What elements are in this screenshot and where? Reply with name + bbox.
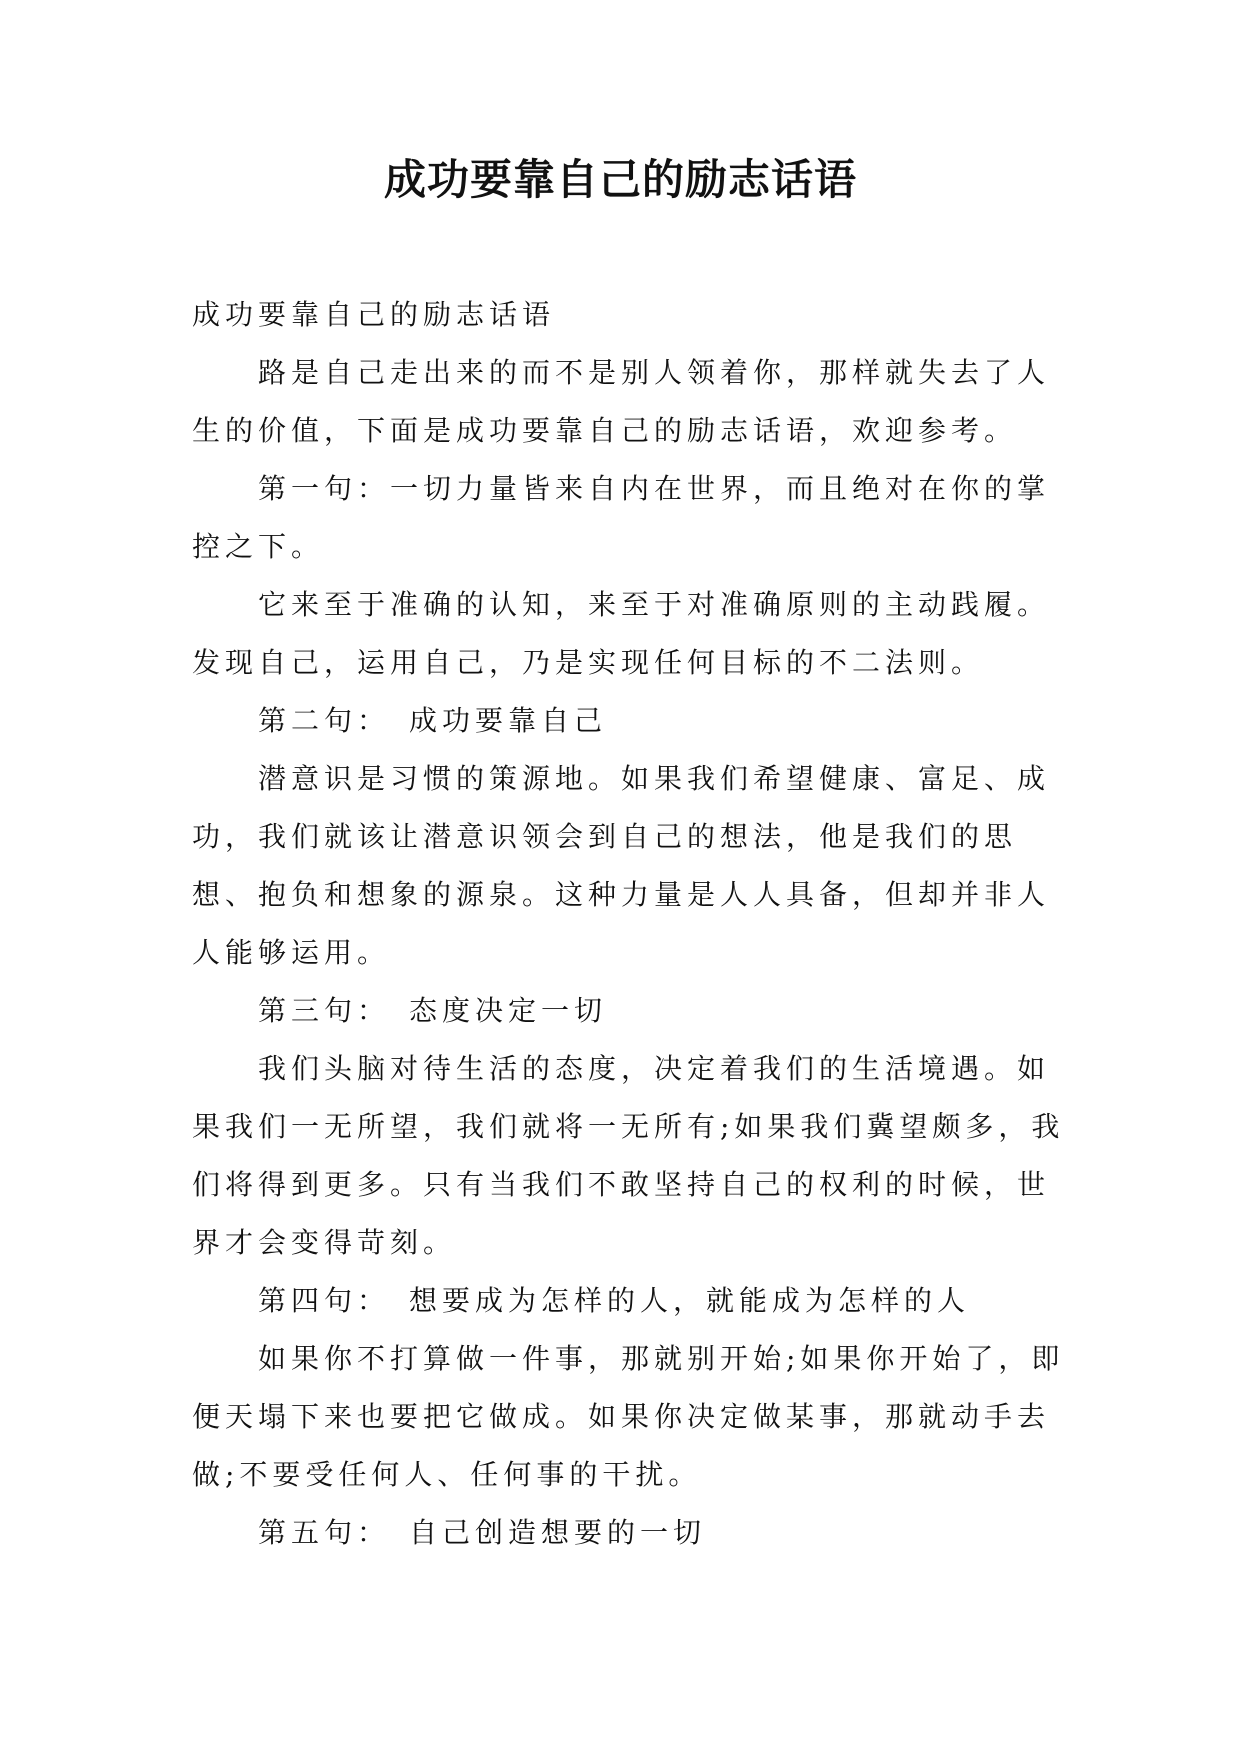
paragraph-sentence-1: 第一句：一切力量皆来自内在世界，而且绝对在你的掌控之下。 bbox=[192, 472, 1051, 563]
paragraph-subtitle: 成功要靠自己的励志话语 bbox=[192, 298, 556, 331]
paragraph-intro: 路是自己走出来的而不是别人领着你，那样就失去了人生的价值，下面是成功要靠自己的励志话语，欢迎参考。 bbox=[192, 356, 1051, 447]
document-body bbox=[192, 286, 1072, 1562]
paragraph-sentence-3-heading: 第三句： 态度决定一切 bbox=[258, 994, 608, 1027]
paragraph-sentence-3-detail: 我们头脑对待生活的态度，决定着我们的生活境遇。如果我们一无所望，我们就将一无所有;如果我们冀望颇多，我们将得到更多。只有当我们不敢坚持自己的权利的时候，世界才会变得苛刻。 bbox=[192, 1052, 1065, 1259]
paragraph-sentence-4-detail: 如果你不打算做一件事，那就别开始;如果你开始了，即便天塌下来也要把它做成。如果你决定做某事，那就动手去做;不要受任何人、任何事的干扰。 bbox=[192, 1342, 1065, 1491]
paragraph-sentence-5-heading: 第五句： 自己创造想要的一切 bbox=[258, 1516, 707, 1549]
document-title: 成功要靠自己的励志话语 bbox=[383, 155, 857, 204]
paragraph-sentence-2-detail: 潜意识是习惯的策源地。如果我们希望健康、富足、成功，我们就该让潜意识领会到自己的想法，他是我们的思想、抱负和想象的源泉。这种力量是人人具备，但却并非人人能够运用。 bbox=[192, 762, 1051, 969]
paragraph-sentence-2-heading: 第二句： 成功要靠自己 bbox=[258, 704, 608, 737]
paragraph-sentence-4-heading: 第四句： 想要成为怎样的人，就能成为怎样的人 bbox=[258, 1284, 971, 1317]
paragraph-sentence-1-detail: 它来至于准确的认知，来至于对准确原则的主动践履。发现自己，运用自己，乃是实现任何目标的不二法则。 bbox=[192, 588, 1051, 679]
